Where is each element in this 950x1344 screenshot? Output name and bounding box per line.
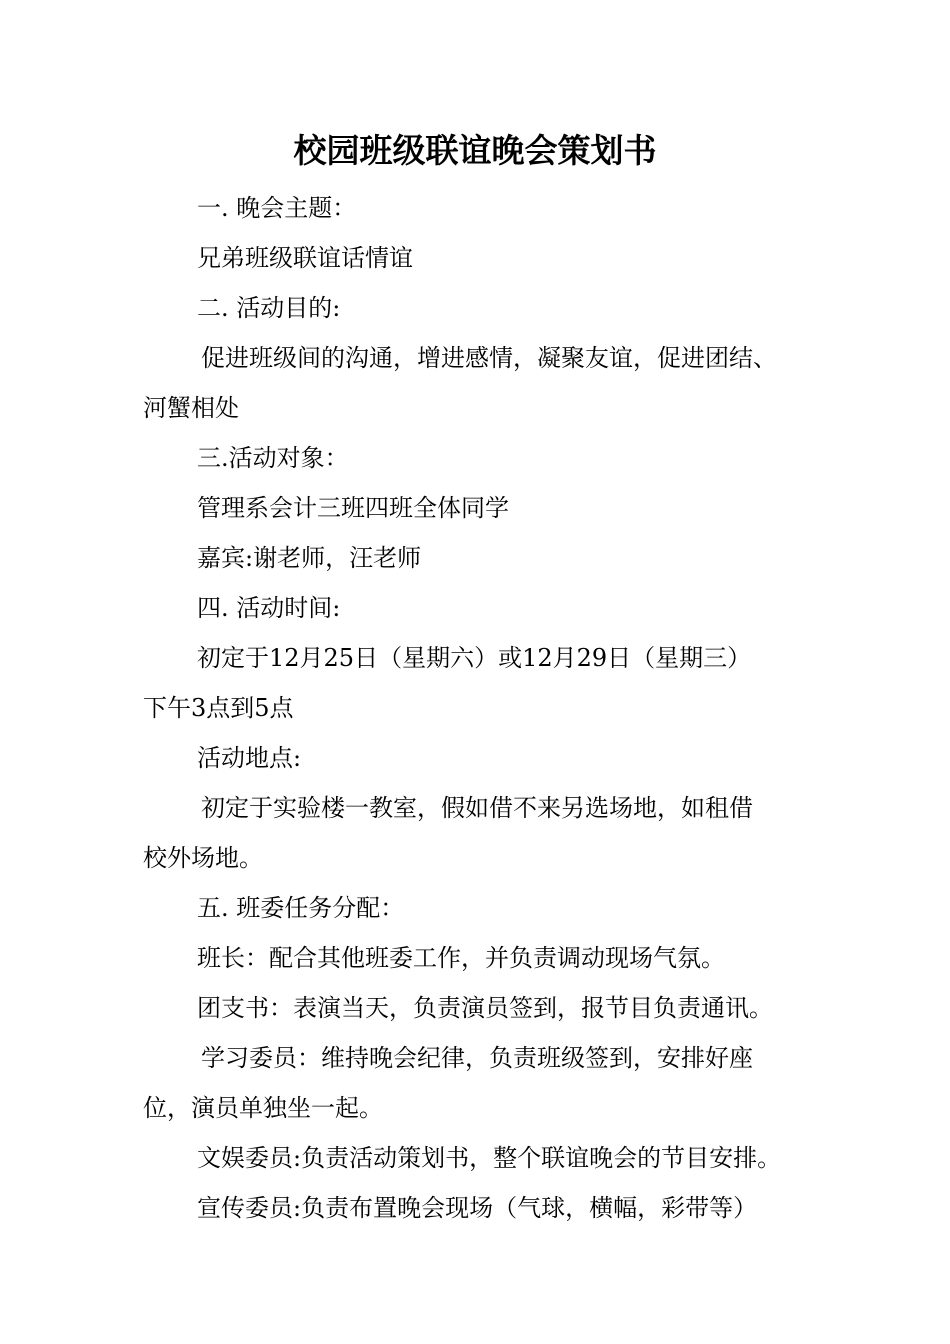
paragraph-line: 校外场地。 (143, 844, 263, 872)
paragraph-line: 文娱委员:负责活动策划书，整个联谊晚会的节目安排。 (197, 1144, 782, 1172)
paragraph-line: 促进班级间的沟通，增进感情，凝聚友谊，促进团结、 (201, 344, 777, 372)
paragraph-line: 团支书：表演当天，负责演员签到，报节目负责通讯。 (197, 994, 773, 1022)
paragraph-line: 班长：配合其他班委工作，并负责调动现场气氛。 (197, 944, 725, 972)
paragraph-line: 兄弟班级联谊话情谊 (197, 244, 413, 272)
section-heading-location: 活动地点: (197, 744, 302, 772)
document-title: 校园班级联谊晚会策划书 (293, 131, 657, 170)
paragraph-line: 位，演员单独坐一起。 (143, 1094, 383, 1122)
paragraph-line: 学习委员：维持晚会纪律，负责班级签到，安排好座 (201, 1044, 753, 1072)
section-heading-tasks: 五. 班委任务分配： (197, 894, 405, 922)
section-heading-participants: 三.活动对象： (197, 444, 349, 472)
section-heading-time: 四. 活动时间: (197, 594, 341, 622)
paragraph-line: 下午3点到5点 (143, 694, 294, 722)
paragraph-line: 管理系会计三班四班全体同学 (197, 494, 509, 522)
section-heading-theme: 一. 晚会主题： (197, 194, 357, 222)
paragraph-line: 初定于实验楼一教室，假如借不来另选场地，如租借 (201, 794, 753, 822)
section-heading-purpose: 二. 活动目的: (197, 294, 341, 322)
paragraph-line: 嘉宾:谢老师，汪老师 (197, 544, 422, 572)
paragraph-line: 河蟹相处 (143, 394, 239, 422)
document-body (143, 183, 833, 1233)
paragraph-line: 宣传委员:负责布置晚会现场（气球，横幅，彩带等） (197, 1194, 758, 1222)
paragraph-line: 初定于12月25日（星期六）或12月29日（星期三） (197, 644, 752, 672)
